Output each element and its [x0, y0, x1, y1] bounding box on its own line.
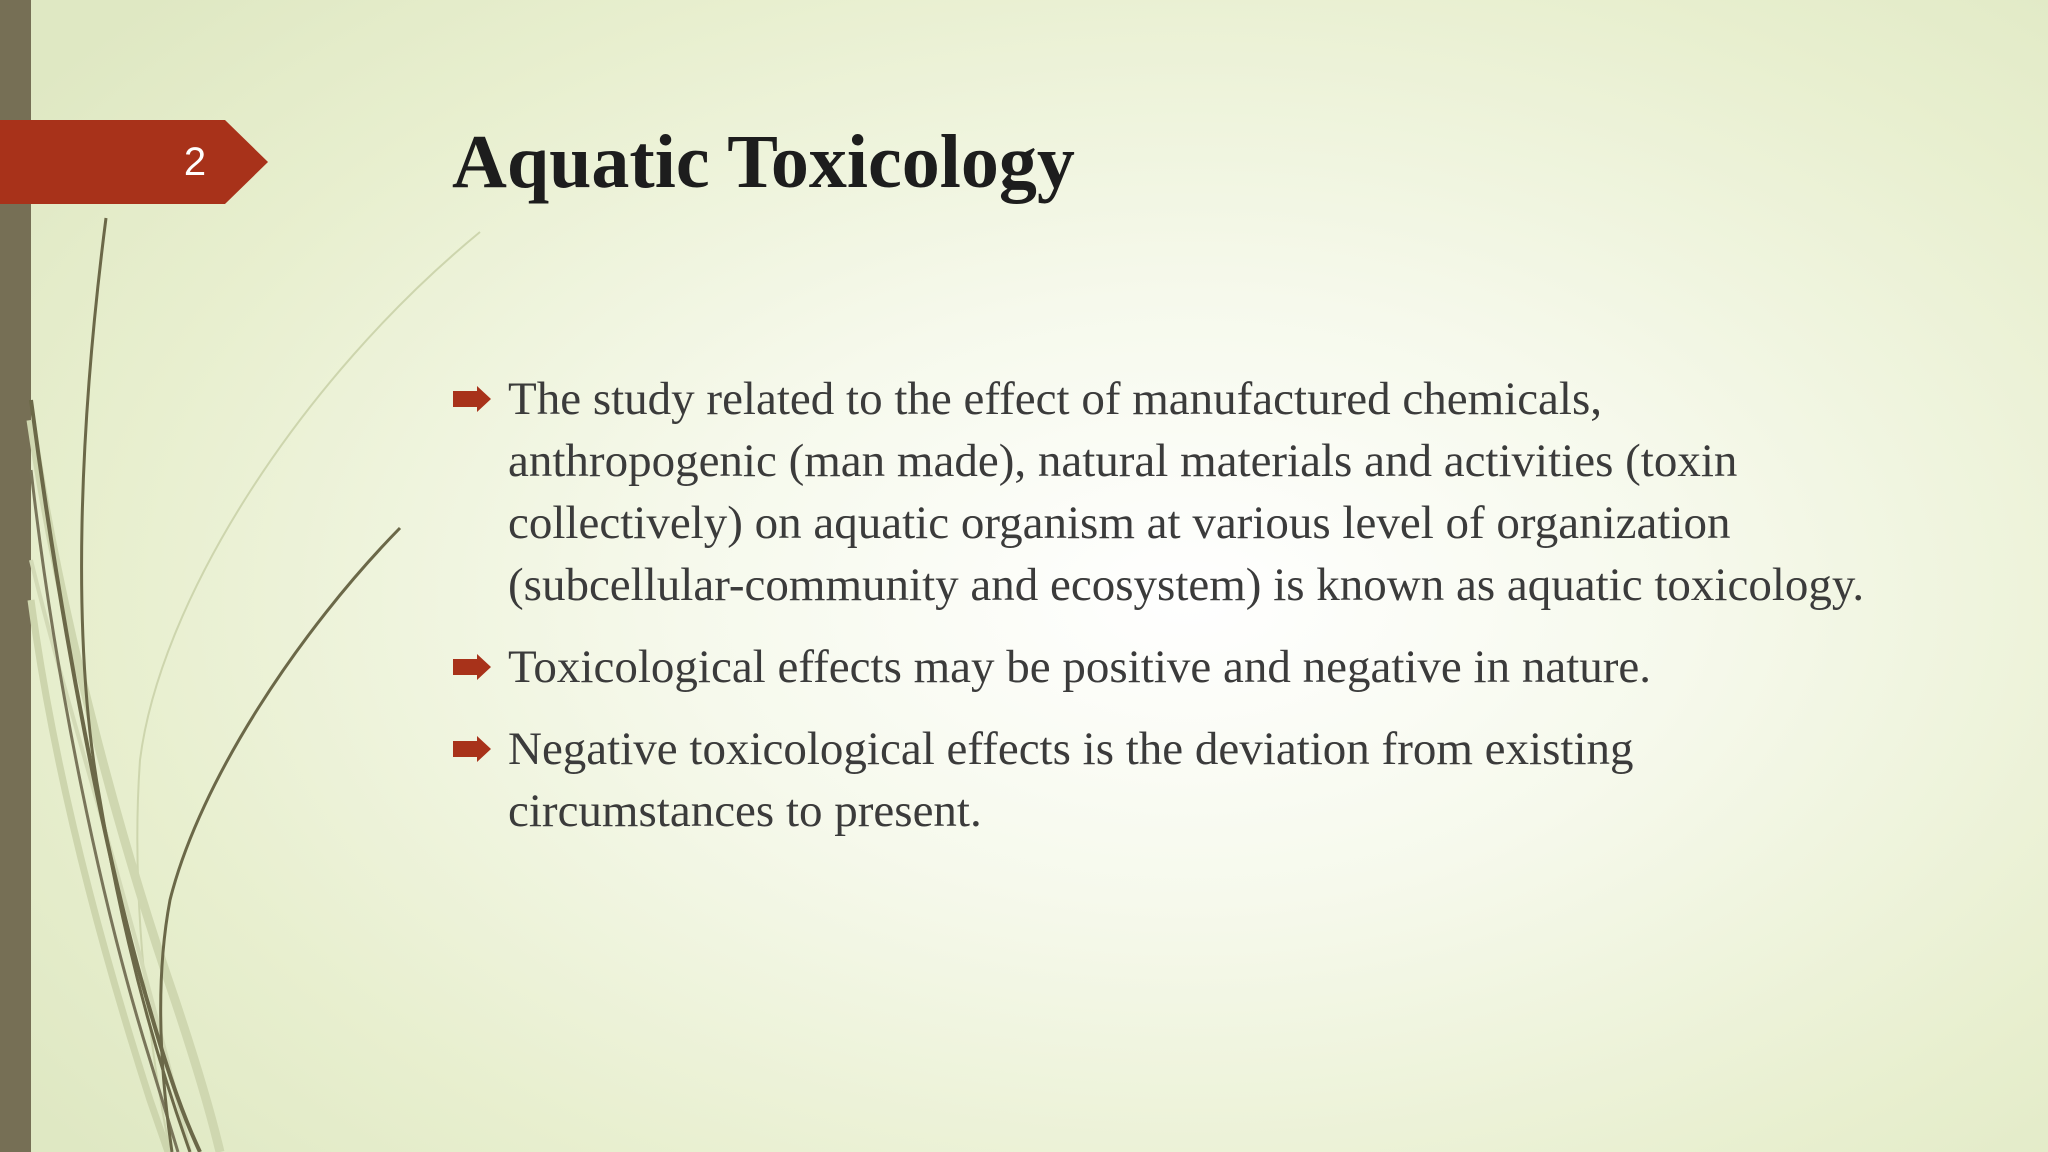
bullet-text: Negative toxicological effects is the deviation from existing circumstances to present. [508, 723, 1634, 837]
bullet-text: Toxicological effects may be positive and negative in nature. [508, 641, 1652, 693]
arrow-bullet-icon [453, 654, 491, 680]
bullet-item [450, 718, 1870, 842]
bullet-item [450, 636, 1870, 698]
slide-title: Aquatic Toxicology [452, 120, 1075, 204]
bullet-item [450, 368, 1870, 616]
arrow-bullet-icon [453, 736, 491, 762]
slide-number: 2 [183, 140, 207, 184]
arrow-bullet-icon [453, 386, 491, 412]
bullet-list [450, 368, 1870, 862]
bullet-text: The study related to the effect of manufactured chemicals, anthropogenic (man made), natural materials and activities (toxin collectively) on aquatic organism at various level of organization (subcellular-community and ecosystem) is known as aquatic toxicology. [508, 373, 1865, 611]
